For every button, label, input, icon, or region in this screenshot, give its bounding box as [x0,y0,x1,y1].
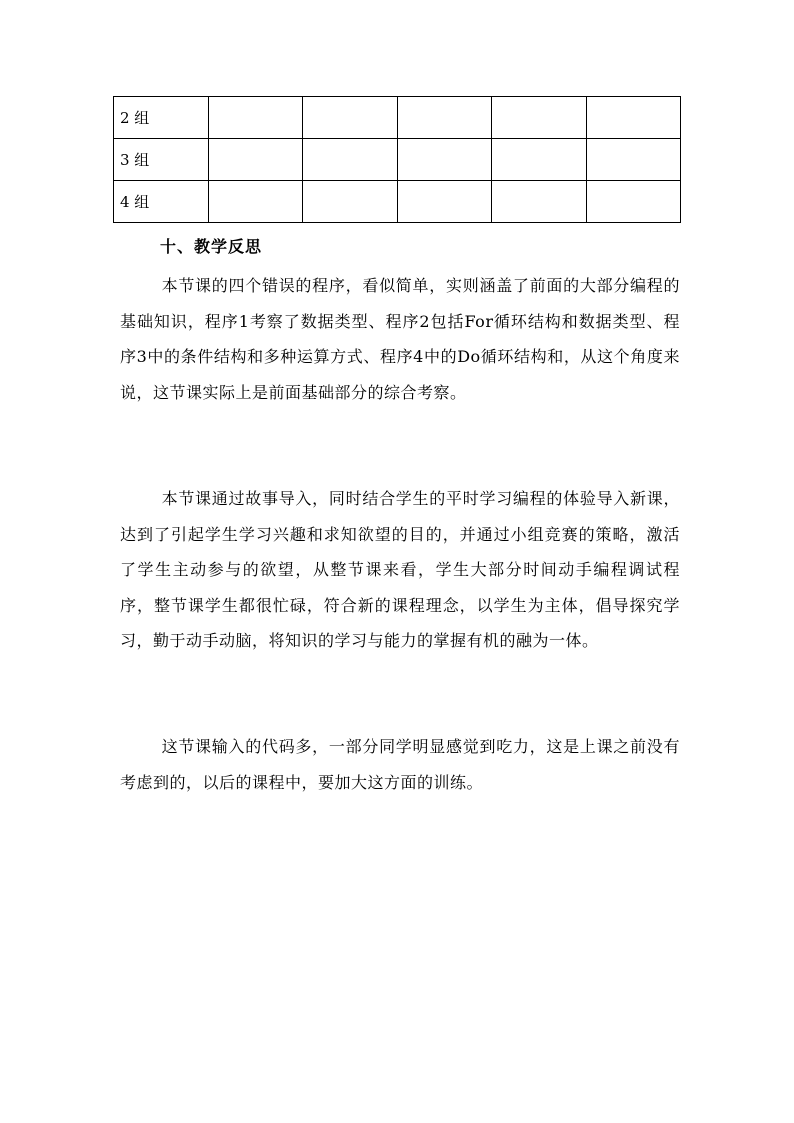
table-cell [303,181,397,223]
group-label-cell: 3 组 [114,139,209,181]
table-cell [586,139,680,181]
body-paragraph: 这节课输入的代码多，一部分同学明显感觉到吃力，这是上课之前没有考虑到的，以后的课程中，要加大这方面的训练。 [120,737,680,792]
table-cell [586,181,680,223]
group-label-cell: 4 组 [114,181,209,223]
table-row [114,97,681,139]
body-paragraph: 本节课通过故事导入，同时结合学生的平时学习编程的体验导入新课，达到了引起学生学习兴趣和求知欲望的目的，并通过小组竞赛的策略，激活了学生主动参与的欲望，从整节课来看，学生大部分时间动手编程调试程序，整节课学生都很忙碌，符合新的课程理念，以学生为主体，倡导探究学习，勤于动手动脑，将知识的学习与能力的掌握有机的融为一体。 [120,489,680,650]
section-heading: 十、教学反思 [160,237,263,256]
table-cell [209,181,303,223]
body-paragraph: 本节课的四个错误的程序，看似简单，实则涵盖了前面的大部分编程的基础知识，程序1考察了数据类型、程序2包括For循环结构和数据类型、程序3中的条件结构和多种运算方式、程序4中的Do循环结构和，从这个角度来说，这节课实际上是前面基础部分的综合考察。 [120,276,680,402]
table-cell [586,97,680,139]
table-cell [492,181,586,223]
table-row [114,139,681,181]
table-cell [492,139,586,181]
group-label-cell: 2 组 [114,97,209,139]
table-cell [492,97,586,139]
table-cell [303,139,397,181]
table-row [114,181,681,223]
table-cell [209,139,303,181]
table-cell [397,181,491,223]
table-cell [303,97,397,139]
table-cell [397,97,491,139]
group-score-table [113,96,681,223]
table-cell [209,97,303,139]
table-cell [397,139,491,181]
